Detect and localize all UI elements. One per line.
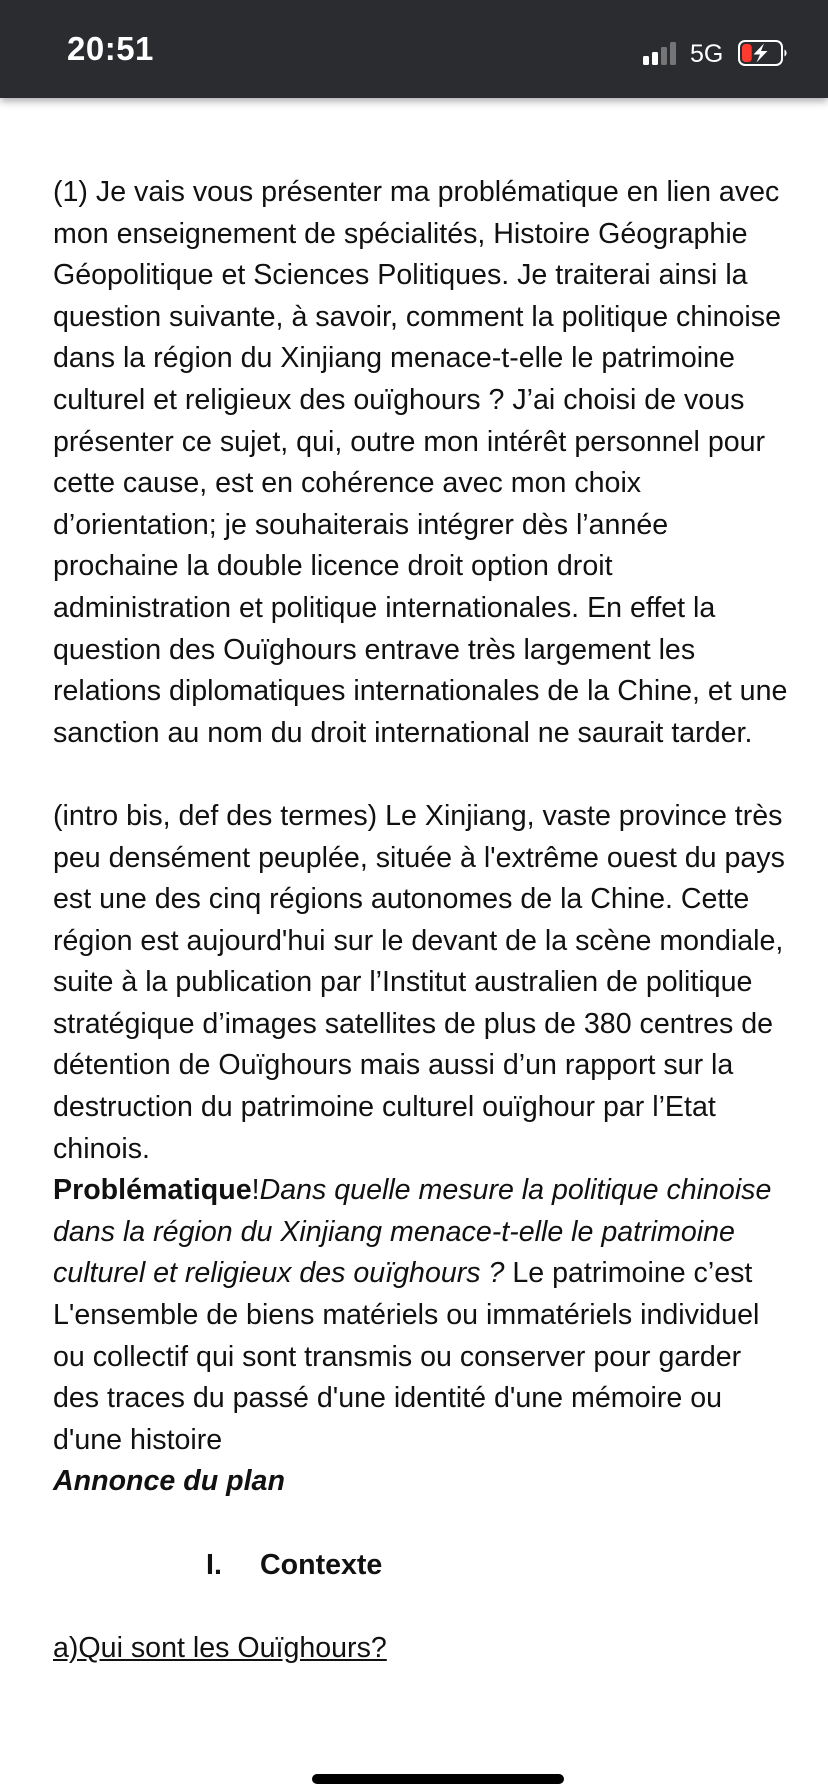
home-indicator[interactable] bbox=[312, 1774, 564, 1784]
network-type: 5G bbox=[690, 40, 724, 68]
section-number: I. bbox=[206, 1549, 222, 1581]
paragraph-intro: (1) Je vais vous présenter ma problématique en lien avec mon enseignement de spécialités, Histoire Géographie Géopolitique et Sciences Politiques. Je traiterai ainsi la question suivante, à savoir, comment la politique chinoise dans la région du Xinjiang menace-t-elle le patrimoine culturel et religieux des ouïghours ? J’ai choisi de vous présenter ce sujet, qui, outre mon intérêt personnel pour cette cause, est en cohérence avec mon choix d’orientation; je souhaiterais intégrer dès l’année prochaine la double licence droit option droit administration et politique internationales. En effet la question des Ouïghours entrave très largement les relations diplomatiques internationales de la Chine, et une sanction au nom du droit international ne saurait tarder. bbox=[53, 176, 788, 749]
battery-charging-icon bbox=[738, 40, 788, 66]
section-title: Contexte bbox=[260, 1549, 383, 1581]
document-body bbox=[53, 172, 793, 1670]
section-heading bbox=[53, 1503, 793, 1628]
signal-bar-1 bbox=[643, 56, 649, 65]
paragraph-definitions bbox=[53, 796, 793, 1503]
status-bar bbox=[0, 0, 828, 98]
signal-bar-3 bbox=[661, 47, 667, 65]
status-time: 20:51 bbox=[67, 30, 154, 67]
problematique-label: Problématique bbox=[53, 1174, 252, 1207]
problematique-punctuation: ! bbox=[251, 1174, 260, 1207]
signal-bar-2 bbox=[652, 52, 658, 65]
charging-bolt-icon bbox=[754, 44, 768, 63]
subsection-heading: a)Qui sont les Ouïghours? bbox=[53, 1632, 387, 1664]
cellular-signal-icon bbox=[643, 41, 679, 65]
problematique-question: Dans quelle mesure la politique chinoise dans la région du Xinjiang menace-t-elle le patrimoine culturel et religieux des ouïghours ? bbox=[53, 1174, 772, 1290]
patrimoine-definition: Le patrimoine c’est L'ensemble de biens matériels ou immatériels individuel ou collectif qui sont transmis ou conserver pour garder des traces du passé d'une identité d'une mémoire ou d'une histoire bbox=[53, 1257, 760, 1456]
signal-bar-4 bbox=[670, 42, 676, 65]
paragraph-context: (intro bis, def des termes) Le Xinjiang, vaste province très peu densément peuplée, située à l'extrême ouest du pays est une des cinq régions autonomes de la Chine. Cette région est aujourd'hui sur le devant de la scène mondiale, suite à la publication par l’Institut australien de politique stratégique d’images satellites de plus de 380 centres de détention de Ouïghours mais aussi d’un rapport sur la destruction du patrimoine culturel ouïghour par l’Etat chinois. bbox=[53, 799, 785, 1165]
battery-level-fill bbox=[742, 44, 752, 62]
annonce-du-plan: Annonce du plan bbox=[53, 1465, 285, 1498]
